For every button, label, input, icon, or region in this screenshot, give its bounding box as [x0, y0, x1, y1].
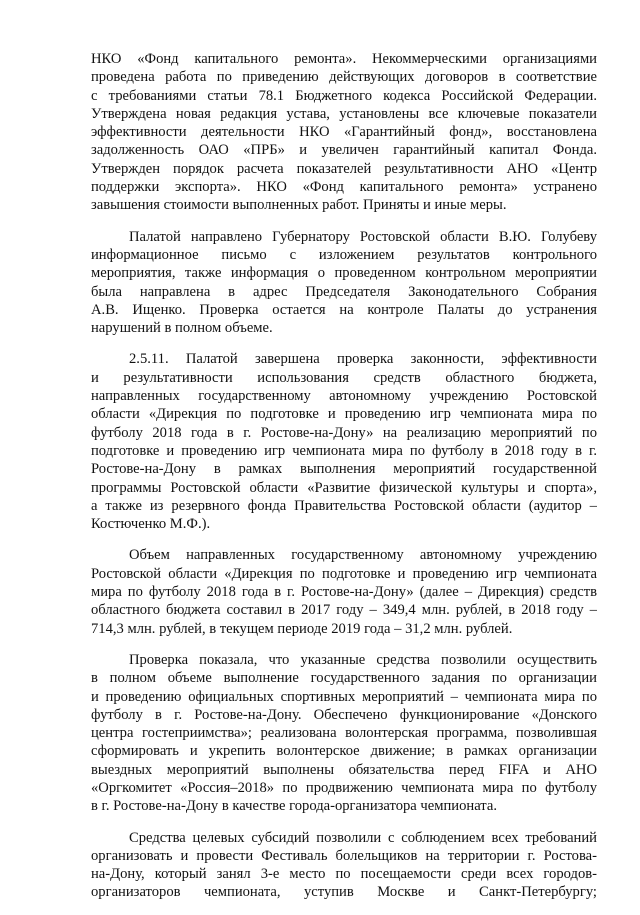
text-line: Проверка показала, что указанные средства позволили осуществить [129, 651, 597, 668]
text-line: футболу 2018 года в г. Ростове-на-Дону» на реализацию мероприятий по [91, 424, 597, 441]
text-line: организовать и провести Фестиваль болельщиков на территории г. Ростова- [91, 847, 597, 864]
paragraph-4 [91, 546, 597, 637]
text-line: мероприятия, также информация о проведенном контрольном мероприятии [91, 265, 597, 282]
document-page [91, 50, 597, 915]
text-line: области «Дирекция по подготовке и проведению игр чемпионата мира по [91, 406, 597, 423]
text-line: проведена работа по приведению действующих договоров в соответствие [91, 69, 597, 86]
paragraph-2 [91, 228, 597, 338]
text-line: Утвержден порядок расчета показателей результативности АНО «Центр [91, 160, 597, 177]
text-line: Средства целевых субсидий позволили с соблюдением всех требований [129, 829, 597, 846]
text-line: Объем направленных государственному автономному учреждению [129, 547, 597, 564]
paragraph-5 [91, 651, 597, 816]
text-line: подготовке и проведению игр чемпионата мира по футболу в 2018 году в г. [91, 442, 597, 459]
text-line: поддержки экспорта». НКО «Фонд капитального ремонта» устранено [91, 179, 597, 196]
text-line: нарушений в полном объеме. [91, 320, 273, 337]
text-line: организаторов чемпионата, уступив Москве и Санкт-Петербургу; [91, 884, 597, 901]
text-line: «Оргкомитет «Россия–2018» по продвижению чемпионата мира по футболу [91, 779, 597, 796]
text-line: Костюченко М.Ф.). [91, 516, 211, 533]
text-line: программы Ростовской области «Развитие физической культуры и спорта», [91, 479, 597, 496]
text-line: на-Дону, который занял 3-е место по посещаемости среди всех городов- [91, 866, 597, 883]
text-line: выездных мероприятий выполнены обязательства перед FIFA и АНО [91, 761, 597, 778]
text-line: мира по футболу 2018 года в г. Ростове-на-Дону» (далее – Дирекция) средств [91, 584, 597, 601]
text-line: была направлена в адрес Председателя Законодательного Собрания [91, 283, 597, 300]
text-line: НКО «Фонд капитального ремонта». Некоммерческими организациями [91, 51, 597, 67]
text-line: А.В. Ищенко. Проверка остается на контроле Палаты до устранения [91, 301, 597, 318]
text-line: Палатой направлено Губернатору Ростовской области В.Ю. Голубеву [129, 228, 597, 245]
text-line: с требованиями статьи 78.1 Бюджетного кодекса Российской Федерации. [91, 87, 597, 104]
text-line: направленных государственному автономному учреждению Ростовской [91, 388, 597, 405]
paragraph-1 [91, 50, 597, 215]
text-line: областного бюджета составил в 2017 году – 349,4 млн. рублей, в 2018 году – [91, 602, 597, 619]
text-line: задолженность ОАО «ПРБ» и увеличен гарантийный капитал Фонда. [91, 142, 597, 159]
text-line: завышения стоимости выполненных работ. Приняты и иные меры. [91, 197, 507, 214]
text-line: Ростове-на-Дону в рамках выполнения мероприятий государственной [91, 461, 597, 478]
text-line: 714,3 млн. рублей, в текущем периоде 2019 года – 31,2 млн. рублей. [91, 620, 513, 637]
paragraph-3 [91, 350, 597, 533]
text-line: 2.5.11. Палатой завершена проверка законности, эффективности [129, 351, 597, 368]
paragraph-6 [91, 829, 597, 902]
text-line: и проведению официальных спортивных мероприятий – чемпионата мира по [91, 688, 597, 705]
text-line: Ростовской области «Дирекция по подготовке и проведению игр чемпионата [91, 565, 597, 582]
text-line: Утверждена новая редакция устава, установлены все ключевые показатели [91, 105, 597, 122]
text-line: эффективности деятельности НКО «Гарантийный фонд», восстановлена [91, 124, 597, 141]
text-line: и результативности использования средств областного бюджета, [91, 369, 597, 386]
text-line: сформировать и укрепить волонтерское движение; в рамках организации [91, 743, 597, 760]
text-line: центра гостеприимства»; реализована волонтерская программа, позволившая [91, 725, 597, 742]
text-line: информационное письмо с изложением результатов контрольного [91, 246, 597, 263]
text-line: а также из резервного фонда Правительства Ростовской области (аудитор – [91, 497, 597, 514]
text-line: в г. Ростове-на-Дону в качестве города-организатора чемпионата. [91, 798, 497, 815]
text-line: футболу в г. Ростове-на-Дону. Обеспечено функционирование «Донского [91, 706, 597, 723]
text-line: в полном объеме выполнение государственного задания по организации [91, 670, 597, 687]
